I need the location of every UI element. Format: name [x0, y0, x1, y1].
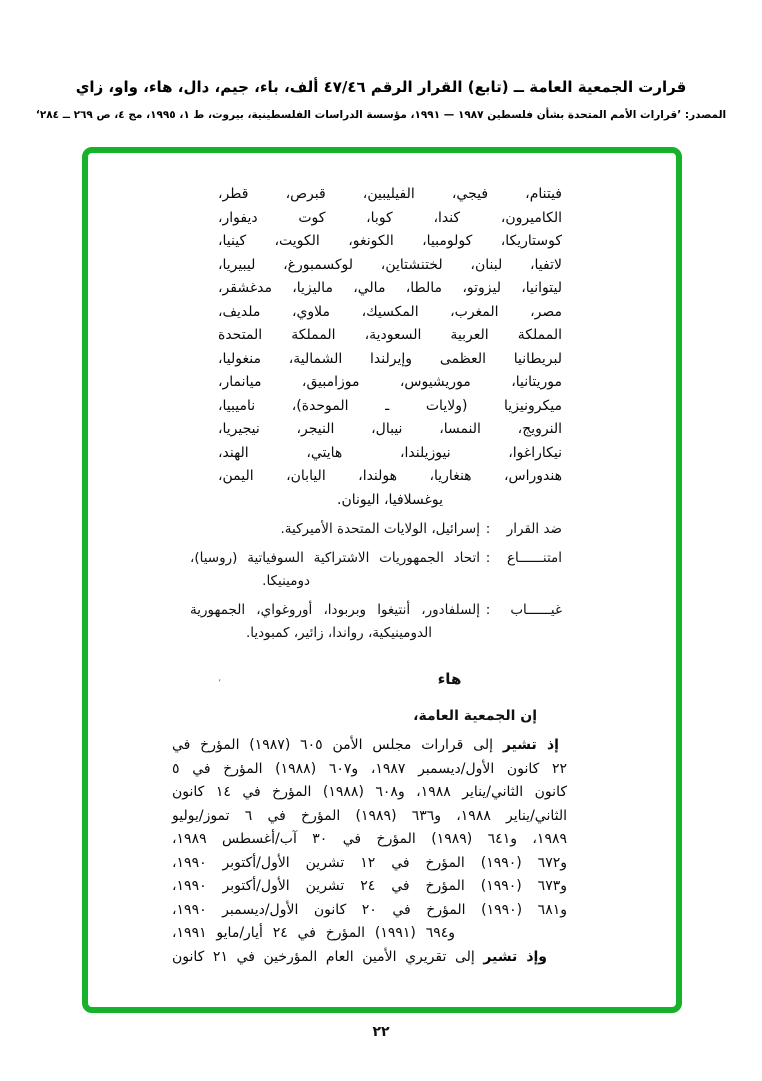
country-list-line: ليتوانيا، ليزوتو، مالطا، مالي، ماليزيا، مدغشقر، — [218, 280, 562, 296]
recital-line: ١٩٨٩، و٦٤١ (١٩٨٩) المؤرخ في ٣٠ آب/أغسطس ١٩٨٩، — [172, 831, 567, 847]
recital-line — [172, 946, 567, 970]
recital-line: و٦٩٤ (١٩٩١) المؤرخ في ٢٤ أيار/مايو ١٩٩١، — [172, 925, 456, 941]
vote-label-abstain: امتنــــــاع — [506, 549, 562, 566]
content-frame — [82, 147, 682, 1013]
vote-value-against — [190, 518, 480, 542]
recital-line: و٦٧٣ (١٩٩٠) المؤرخ في ٢٤ تشرين الأول/أكتوبر ١٩٩٠، — [172, 878, 567, 894]
vote-value-line: إسرائيل، الولايات المتحدة الأميركية. — [280, 521, 480, 537]
country-list — [218, 183, 562, 512]
vote-value-line: الدومينيكية، رواندا، زائير، كمبوديا. — [245, 625, 432, 641]
vote-colon: : — [485, 549, 491, 566]
country-list-line: النرويج، النمسا، نيبال، النيجر، نيجيريا، — [218, 421, 562, 437]
country-list-last-line: يوغسلافيا، اليونان. — [337, 491, 443, 508]
vote-value-absent — [190, 599, 480, 646]
vote-results — [190, 518, 562, 646]
vote-label-against: ضد القرار — [506, 521, 562, 537]
page-title: قرارت الجمعية العامة ــ (تابع) القرار الرقم ٤٧/٤٦ ألف، باء، جيم، دال، هاء، واو، زاي — [75, 78, 687, 96]
opening-phrase: إن الجمعية العامة، — [413, 707, 537, 724]
country-list-line: نيكاراغوا، نيوزيلندا، هايتي، الهند، — [218, 444, 562, 461]
vote-value-line: دومينيكا. — [262, 573, 310, 589]
vote-label-absent: غيــــــاب — [510, 601, 562, 618]
recital-lead: إذ تشير — [502, 737, 559, 753]
resolution-text — [172, 705, 567, 970]
section-heading: هاء — [437, 669, 462, 688]
country-list-line: المملكة العربية السعودية، المملكة المتحدة — [218, 327, 562, 343]
vote-colon: : — [485, 601, 491, 618]
recital-line: ٢٢ كانون الأول/ديسمبر ١٩٨٧، و٦٠٧ (١٩٨٨) المؤرخ في ٥ — [172, 760, 567, 777]
country-list-line: الكاميرون، كندا، كوبا، كوت ديفوار، — [218, 209, 562, 226]
scan-artifact-mark: ٬ — [218, 679, 221, 689]
country-list-line: ميكرونيزيا (ولايات ـ الموحدة)، ناميبيا، — [218, 397, 562, 414]
vote-value-line: إلسلفادور، أنتيغوا وبربودا، أوروغواي، الجمهورية — [190, 601, 480, 618]
source-citation: المصدر: ’قرارات الأمم المتحدة بشأن فلسطين ١٩٨٧ — ١٩٩١، مؤسسة الدراسات الفلسطينية، بيروت، ط ١، ١٩٩٥، مج ٤، ص ٢٦٩ ــ ٢٨٤‘ — [35, 109, 727, 121]
recital-line: الثاني/يناير ١٩٨٨، و٦٣٦ (١٩٨٩) المؤرخ في ٦ تموز/يوليو — [172, 807, 567, 824]
vote-value-line: اتحاد الجمهوريات الاشتراكية السوفياتية (روسيا)، — [190, 549, 480, 566]
country-list-line: كوستاريكا، كولومبيا، الكونغو، الكويت، كينيا، — [218, 233, 562, 249]
country-list-line: فيتنام، فيجي، الفيليبين، قبرص، قطر، — [218, 186, 562, 202]
recital-lead: وإذ تشير — [483, 948, 548, 965]
recital-line: كانون الثاني/يناير ١٩٨٨، و٦٠٨ (١٩٨٨) المؤرخ في ١٤ كانون — [172, 784, 567, 800]
recital-line-text: إلى قرارات مجلس الأمن ٦٠٥ (١٩٨٧) المؤرخ في — [172, 737, 493, 753]
vote-row-absent — [190, 599, 562, 646]
recital-line: و٦٧٢ (١٩٩٠) المؤرخ في ١٢ تشرين الأول/أكتوبر ١٩٩٠، — [172, 854, 567, 871]
vote-row-against — [190, 518, 562, 542]
recital-line-text: إلى تقريري الأمين العام المؤرخين في ٢١ كانون — [172, 948, 475, 965]
country-list-line: مصر، المغرب، المكسيك، ملاوي، ملديف، — [218, 303, 562, 320]
page-number: ٢٢ — [372, 1024, 390, 1040]
vote-row-abstain — [190, 547, 562, 594]
recital-paragraph — [172, 734, 567, 969]
country-list-line: لبريطانيا العظمى وإيرلندا الشمالية، منغوليا، — [218, 350, 562, 367]
recital-line — [172, 734, 567, 758]
country-list-line: لاتفيا، لبنان، لختنشتاين، لوكسمبورغ، ليبيريا، — [218, 256, 562, 273]
vote-colon: : — [485, 521, 491, 537]
recital-line: و٦٨١ (١٩٩٠) المؤرخ في ٢٠ كانون الأول/ديسمبر ١٩٩٠، — [172, 901, 567, 918]
frame-content — [88, 183, 676, 1037]
country-list-line: هندوراس، هنغاريا، هولندا، اليابان، اليمن، — [218, 468, 562, 484]
vote-value-abstain — [190, 547, 480, 594]
country-list-line: موريتانيا، موريشيوس، موزامبيق، ميانمار، — [218, 374, 562, 390]
